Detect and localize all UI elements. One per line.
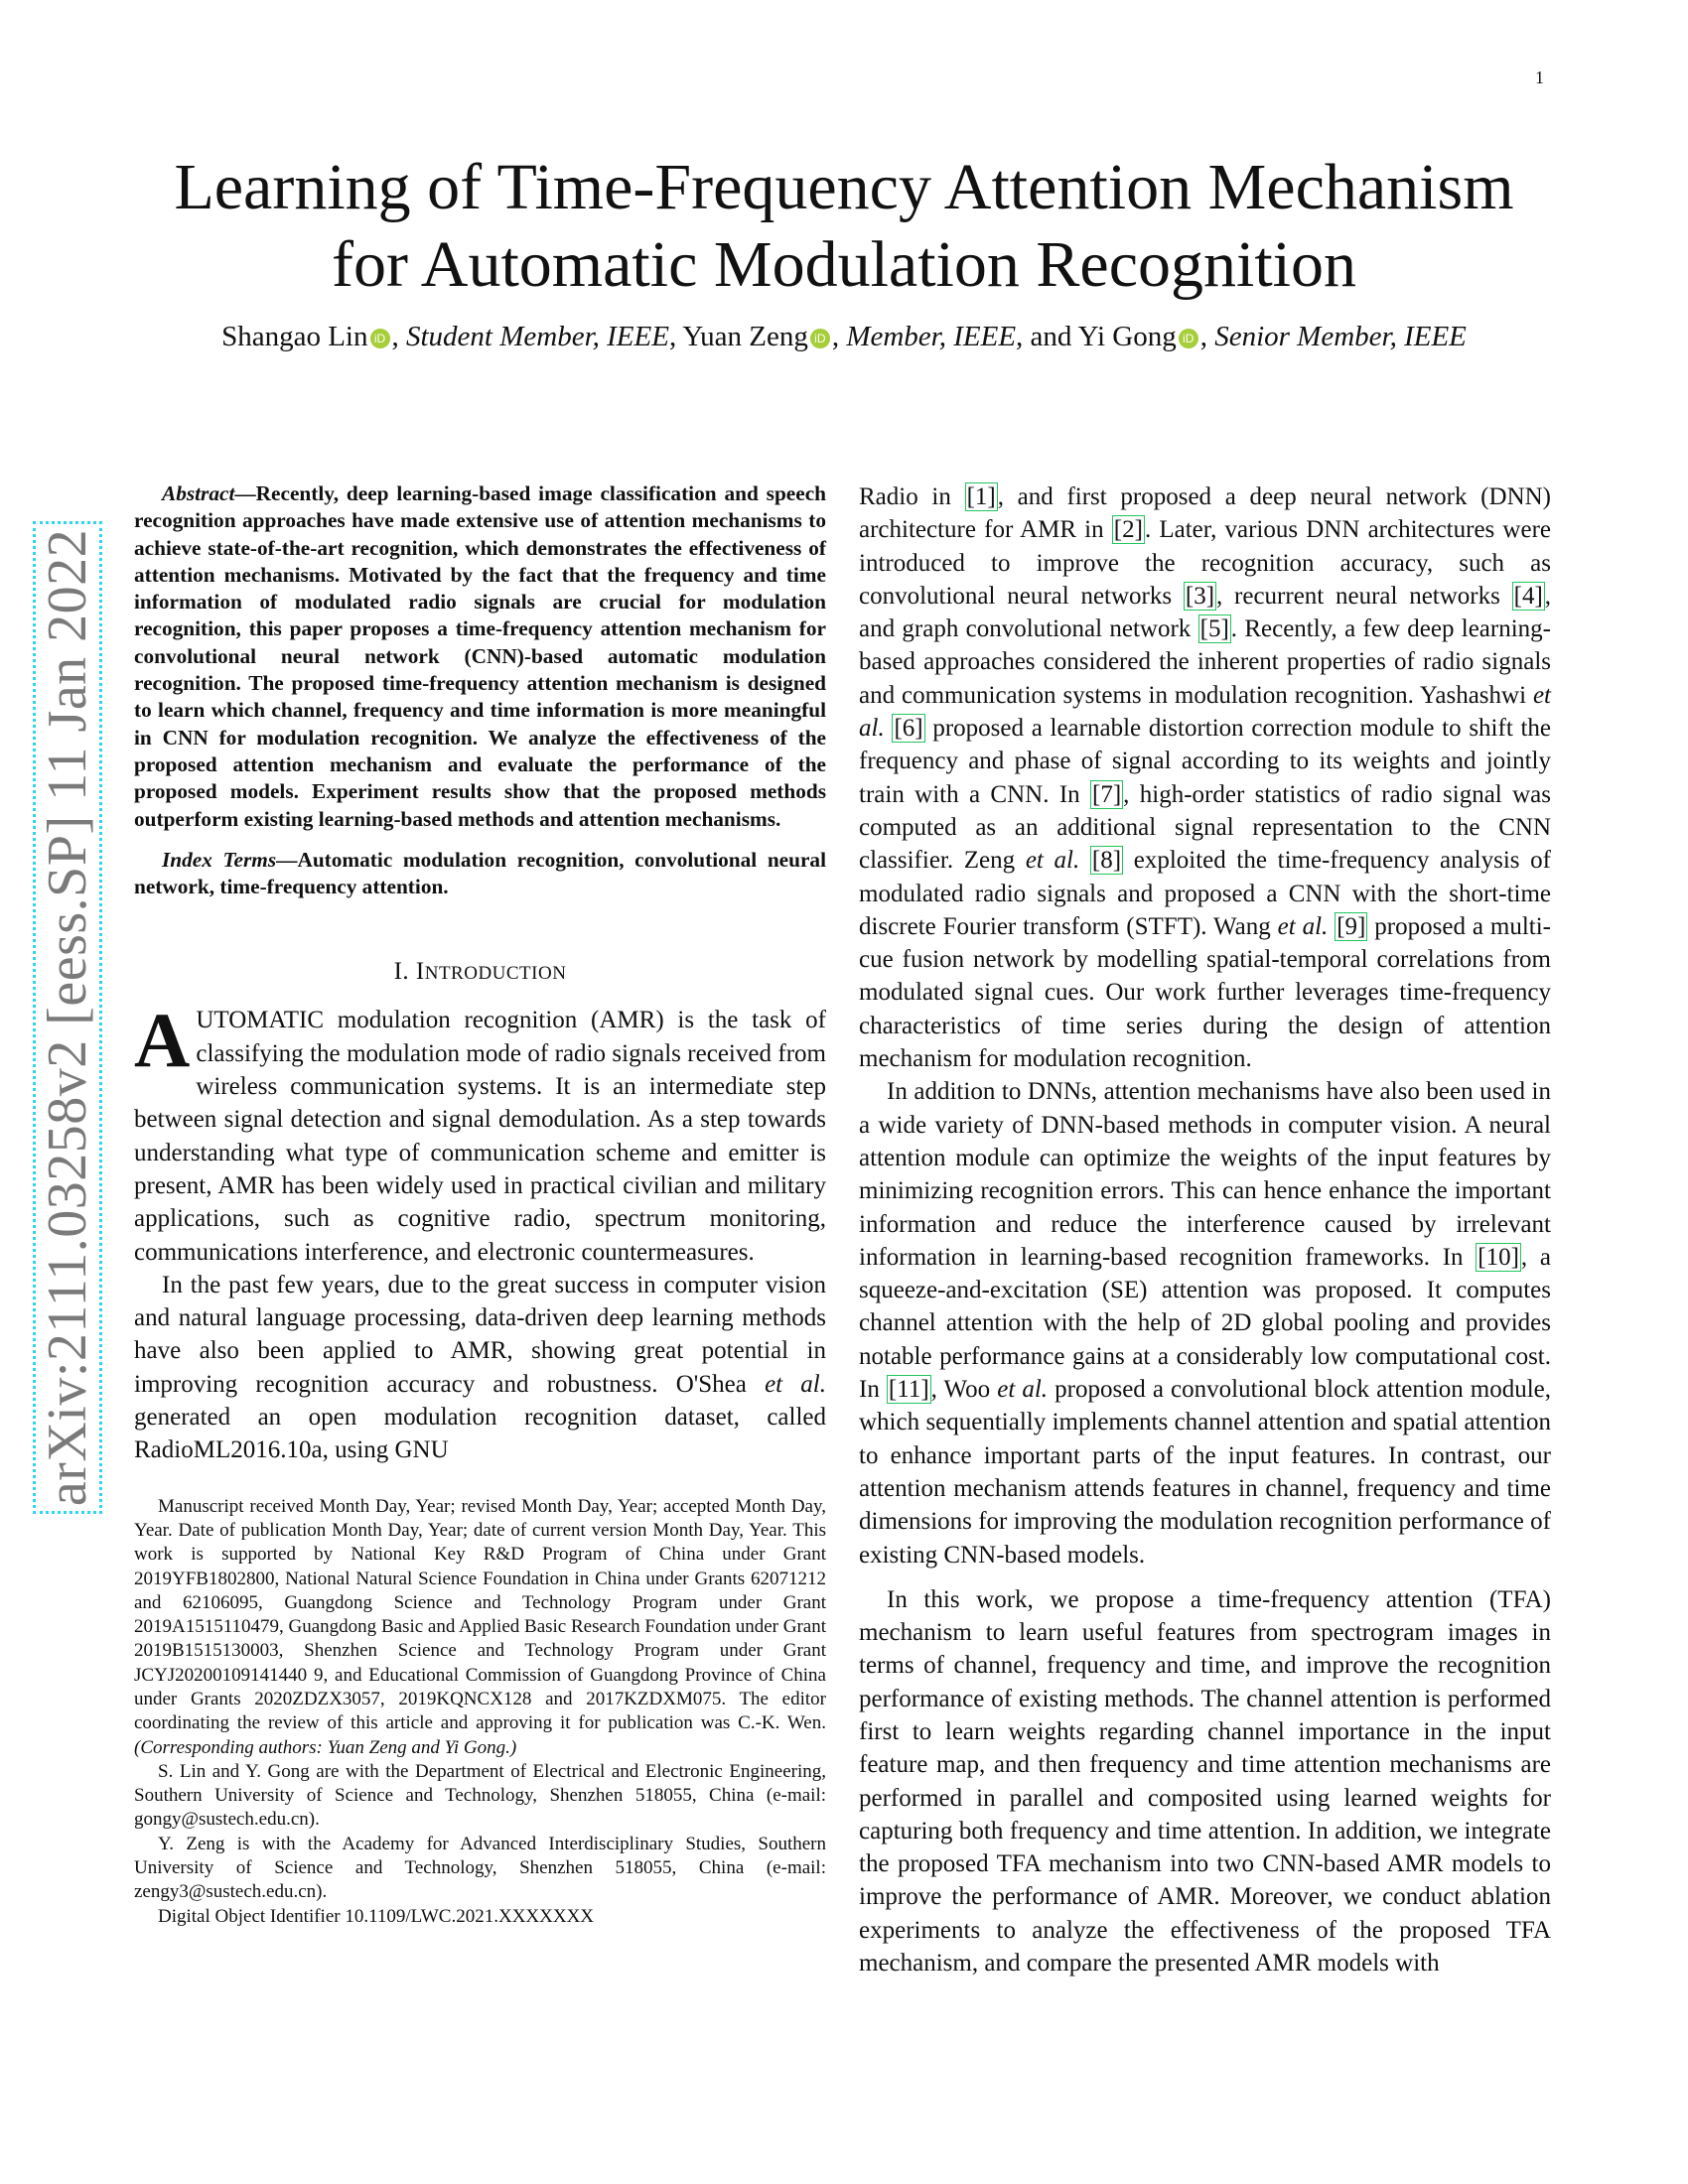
author-and: and — [1030, 321, 1072, 352]
paper-title — [0, 149, 1688, 304]
section-number: I. — [393, 958, 410, 986]
footnote-manuscript: Manuscript received Month Day, Year; revised Month Day, Year; accepted Month Day, Year. Date of publication Month Day, Year; date of current version Month Day, Year. This work is supported by National Key R&D Program of China under Grant 2019YFB1802800, National Natural Science Foundation in China under Grants 62071212 and 62106095, Guangdong Science and Technology Program under Grant 2019A1515110479, Guangdong Basic and Applied Basic Research Foundation under Grant 2019B1515130003, Shenzhen Science and Technology Program under Grant JCYJ20200109141440 9, and Educational Commission of Guangdong Province of China under Grants 2020ZDZX3057, 2019KQNCX128 and 2017KZDXM075. The editor coordinating the review of this article and approving it for publication was C.-K. Wen. (Corresponding authors: Yuan Zeng and Yi Gong.) — [134, 1495, 826, 1758]
author-name: Yi Gong — [1077, 321, 1177, 352]
body-paragraph: In addition to DNNs, attention mechanisms have also been used in a wide variety of DNN-based methods in computer vision. A neural attention module can optimize the weights of the input features by minimizing recognition errors. This can hence enhance the important information and reduce the interference caused by irrelevant information in learning-based recognition frameworks. In [10], a squeeze-and-excitation (SE) attention was proposed. It computes channel attention with the help of 2D global pooling and provides notable performance gains at a considerably low computational cost. In [11], Woo et al. proposed a convolutional block attention module, which sequentially implements channel attention and spatial attention to enhance important parts of the input features. In contrast, our attention mechanism attends features in channel, frequency and time dimensions for improving the modulation recognition performance of existing CNN-based models. — [859, 1078, 1552, 1569]
author-name: Shangao Lin — [221, 321, 368, 352]
author-role: Student Member, IEEE — [406, 321, 669, 352]
section-heading — [134, 958, 826, 986]
drop-cap: A — [134, 997, 191, 1084]
orcid-icon[interactable]: iD — [810, 329, 830, 348]
section-title: INTRODUCTION — [415, 958, 567, 986]
author-list: Shangao Lin iD , Student Member, IEEE, Yuan Zeng iD , Member, IEEE, and Yi Gong iD , Senior Member, IEEE — [221, 321, 1467, 352]
abstract: Abstract—Recently, deep learning-based image classification and speech recognition approaches have made extensive use of attention mechanisms to achieve state-of-the-art recognition, which demonstrates the effectiveness of attention mechanisms. Motivated by the fact that the frequency and time information of modulated radio signals are crucial for modulation recognition, this paper proposes a time-frequency attention mechanism for convolutional neural network (CNN)-based automatic modulation recognition. The proposed time-frequency attention mechanism is designed to learn which channel, frequency and time information is more meaningful in CNN for modulation recognition. We analyze the effectiveness of the proposed attention mechanism and evaluate the performance of the proposed models. Experiment results show that the proposed methods outperform existing learning-based methods and attention mechanisms. — [134, 481, 826, 831]
citation-link[interactable]: [1] — [966, 483, 996, 510]
author-name: Yuan Zeng — [682, 321, 808, 352]
author-role: Member, IEEE — [846, 321, 1017, 352]
author-role: Senior Member, IEEE — [1214, 321, 1467, 352]
arxiv-stamp[interactable] — [33, 521, 102, 1514]
footnote-doi: Digital Object Identifier 10.1109/LWC.2021.XXXXXXX — [158, 1905, 595, 1927]
index-terms-label: Index Terms — [162, 847, 277, 872]
right-column — [859, 480, 1551, 1979]
index-terms-text: Automatic modulation recognition, convolutional neural network, time-frequency attention. — [134, 847, 826, 899]
abstract-label: Abstract — [162, 481, 235, 505]
left-column — [134, 480, 826, 1929]
citation-link[interactable]: [2] — [1113, 516, 1143, 544]
orcid-icon[interactable]: iD — [1179, 329, 1198, 348]
footnotes — [134, 1495, 826, 1929]
orcid-icon[interactable]: iD — [370, 329, 390, 348]
arxiv-id: arXiv:2111.03258v2 [eess.SP] 11 Jan 2022 — [37, 528, 99, 1507]
index-terms: Index Terms—Automatic modulation recognition, convolutional neural network, time-frequency attention. — [134, 847, 826, 899]
page-number: 1 — [1535, 68, 1544, 87]
body-paragraph: Radio in [1], and first proposed a deep neural network (DNN) architecture for AMR in [2]. Later, various DNN architectures were introduced to improve the recognition accuracy, such as convolutional neural networks [3], recurrent neural networks [4], and graph convolutional network [5]. Recently, a few deep learning-based approaches considered the inherent properties of radio signals and communication systems in modulation recognition. Yashashwi et al. [6] proposed a learnable distortion correction module to shift the frequency and phase of signal according to its weights and jointly train with a CNN. In [7], high-order statistics of radio signal was computed as an additional signal representation to the CNN classifier. Zeng et al. [8] exploited the time-frequency analysis of modulated radio signals and proposed a CNN with the short-time discrete Fourier transform (STFT). Wang et al. [9] proposed a multi-cue fusion network by modelling spatial-temporal correlations from modulated signal cues. Our work further leverages time-frequency characteristics of time series during the design of attention mechanism for modulation recognition. — [859, 483, 1552, 1073]
footnote-affiliation: S. Lin and Y. Gong are with the Department of Electrical and Electronic Engineering, Southern University of Science and Technology, Shenzhen 518055, China (e-mail: gongy@sustech.edu.cn). — [134, 1760, 826, 1831]
citation-link[interactable]: [8] — [1091, 847, 1122, 875]
citation-link[interactable]: [6] — [894, 715, 923, 743]
body-paragraph: In this work, we propose a time-frequency attention (TFA) mechanism to learn useful features from spectrogram images in terms of channel, frequency and time, and improve the recognition performance of existing methods. The channel attention is performed first to learn weights regarding channel importance in the input feature map, and then frequency and time attention mechanisms are performed in parallel and composited using learned weights for capturing both frequency and time attention. In addition, we integrate the proposed TFA mechanism into two CNN-based AMR models to improve the performance of AMR. Moreover, we conduct ablation experiments to analyze the effectiveness of the proposed TFA mechanism, and compare the presented AMR models with — [859, 1585, 1551, 1978]
title-line-1: Learning of Time-Frequency Attention Mechanism — [174, 151, 1514, 223]
intro-paragraph: AUTOMATIC modulation recognition (AMR) is the task of classifying the modulation mode of radio signals received from wireless communication systems. It is an intermediate step between signal detection and signal demodulation. As a step towards understanding what type of communication scheme and emitter is present, AMR has been widely used in practical civilian and military applications, such as cognitive radio, spectrum monitoring, communications interference, and electronic countermeasures. — [134, 997, 826, 1266]
citation-link[interactable]: [11] — [888, 1376, 929, 1404]
intro-paragraph: In the past few years, due to the great success in computer vision and natural language processing, data-driven deep learning methods have also been applied to AMR, showing great potential in improving recognition accuracy and robustness. O'Shea et al. generated an open modulation recognition dataset, called RadioML2016.10a, using GNU — [134, 1271, 826, 1464]
citation-link[interactable]: [4] — [1513, 582, 1543, 610]
citation-link[interactable]: [10] — [1477, 1243, 1519, 1271]
abstract-text: Recently, deep learning-based image classification and speech recognition approaches have made extensive use of attention mechanisms to achieve state-of-the-art recognition, which demonstrates the effectiveness of attention mechanisms. Motivated by the fact that the frequency and time information of modulated radio signals are crucial for modulation recognition, this paper proposes a time-frequency attention mechanism for convolutional neural network (CNN)-based automatic modulation recognition. The proposed time-frequency attention mechanism is designed to learn which channel, frequency and time information is more meaningful in CNN for modulation recognition. We analyze the effectiveness of the proposed attention mechanism and evaluate the performance of the proposed models. Experiment results show that the proposed methods outperform existing learning-based methods and attention mechanisms. — [134, 481, 826, 831]
citation-link[interactable]: [3] — [1185, 582, 1215, 610]
footnote-affiliation: Y. Zeng is with the Academy for Advanced Interdisciplinary Studies, Southern University of Science and Technology, Shenzhen 518055, China (e-mail: zengy3@sustech.edu.cn). — [134, 1833, 826, 1903]
title-line-2: for Automatic Modulation Recognition — [331, 228, 1357, 301]
citation-link[interactable]: [7] — [1092, 780, 1122, 808]
citation-link[interactable]: [5] — [1199, 615, 1229, 643]
citation-link[interactable]: [9] — [1336, 912, 1366, 940]
